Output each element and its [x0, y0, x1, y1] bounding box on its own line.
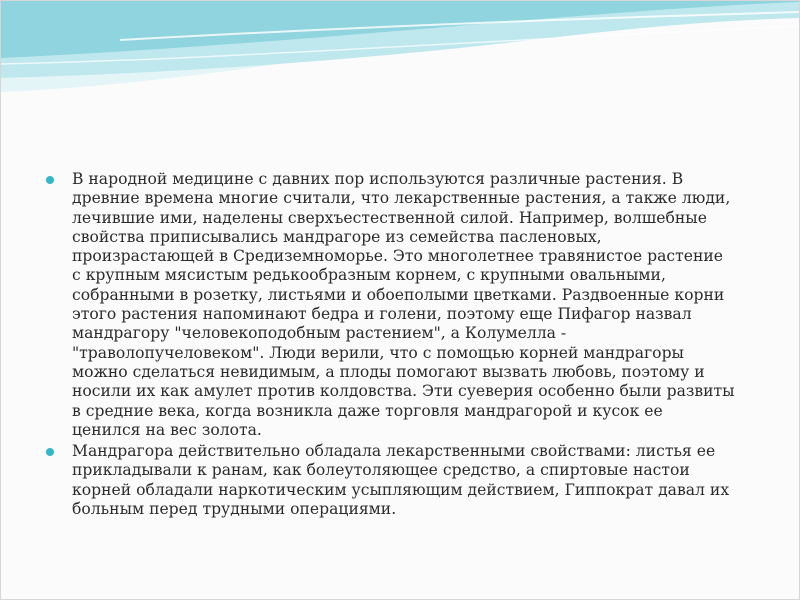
slide-content [46, 170, 736, 521]
bullet-item [46, 170, 736, 440]
bullet-list [46, 170, 736, 519]
teal-dot-icon [46, 448, 54, 456]
bullet-item [46, 442, 736, 519]
paragraph-text: В народной медицине с давних пор используются различные растения. В древние времена многие считали, что лекарственные растения, а также люди, лечившие ими, наделены сверхъестественной силой. Например, волшебные свойства приписывались мандрагоре из семейства пасленовых, произрастающей в Средиземноморье. Это многолетнее травянистое растение с крупным мясистым редькообразным корнем, с крупными овальными, собранными в розетку, листьями и обоеполыми цветками. Раздвоенные корни этого растения напоминают бедра и голени, поэтому еще Пифагор назвал мандрагору "человекоподобным растением", а Колумелла - "траволопучеловеком". Люди верили, что с помощью корней мандрагоры можно сделаться невидимым, а плоды помогают вызвать любовь, поэтому и носили их как амулет против колдовства. Эти суеверия особенно были развиты в средние века, когда возникла даже торговля мандрагорой и кусок ее ценился на вес золота. [72, 170, 735, 439]
teal-dot-icon [46, 176, 54, 184]
header-wave-decoration [0, 0, 800, 110]
paragraph-text: Мандрагора действительно обладала лекарственными свойствами: листья ее прикладывали к ранам, как болеутоляющее средство, а спиртовые настои корней обладали наркотическим усыпляющим действием, Гиппократ давал их больным перед трудными операциями. [72, 442, 730, 519]
